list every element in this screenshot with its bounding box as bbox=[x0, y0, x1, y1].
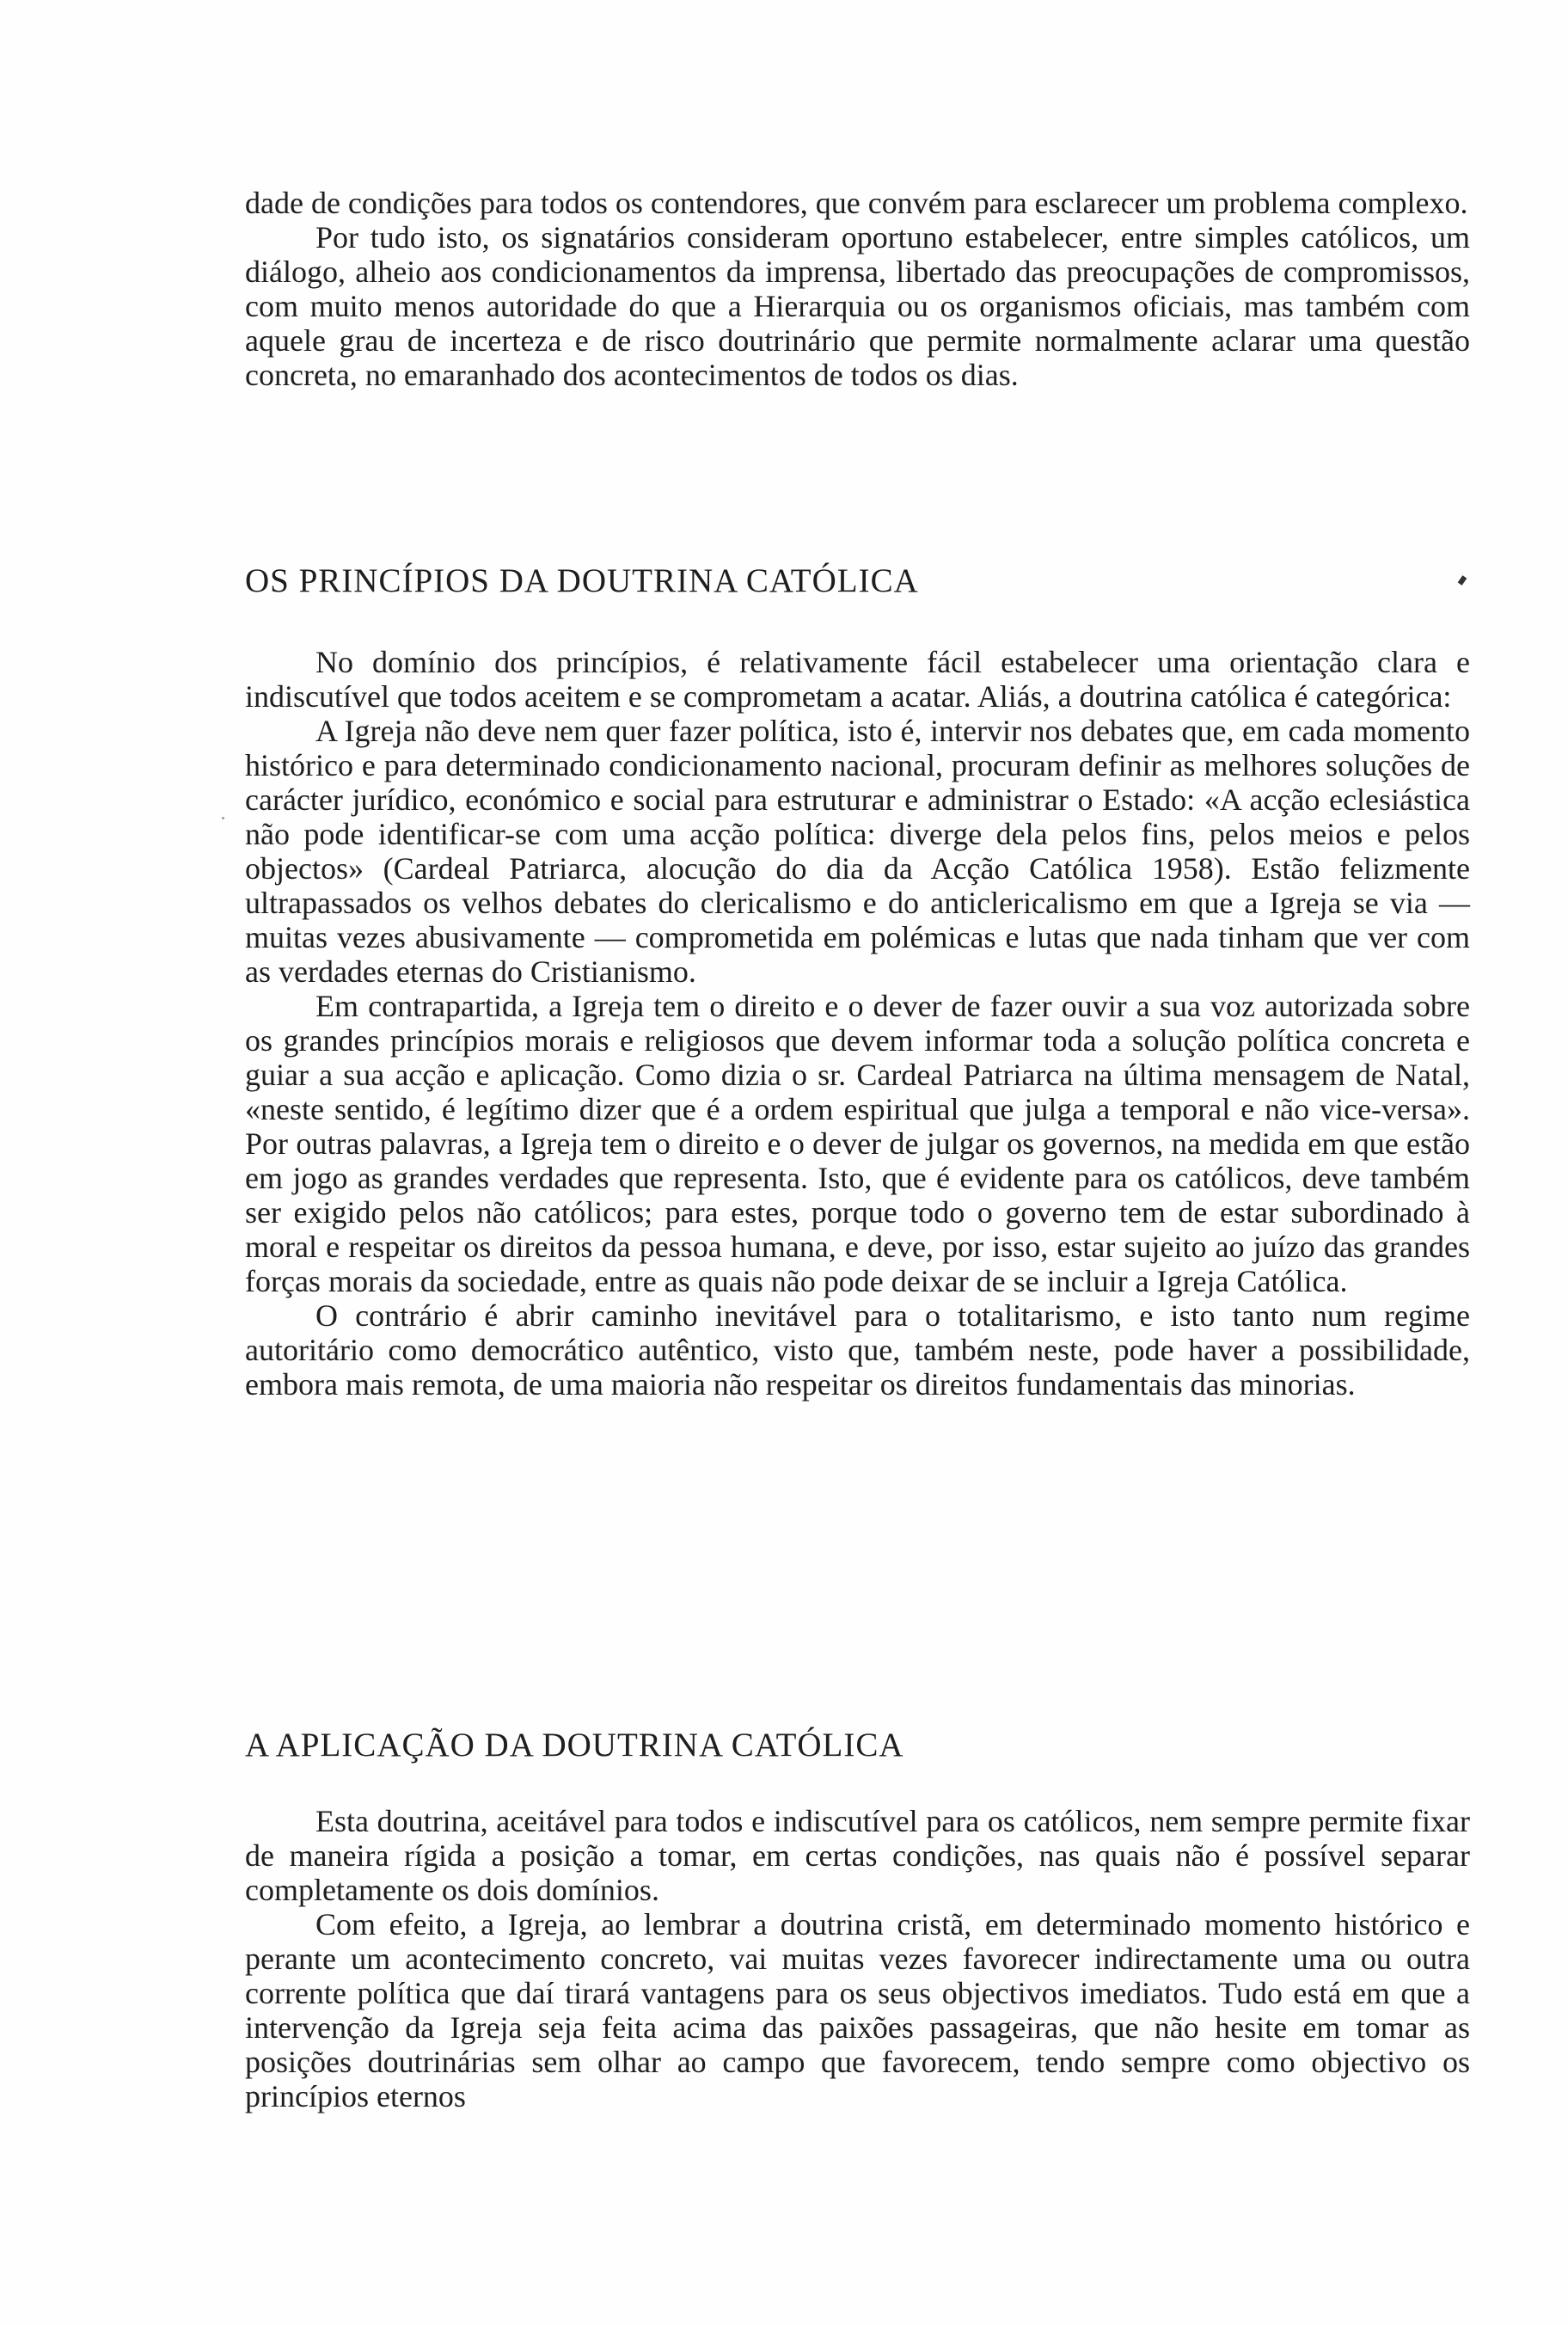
intro-paragraph-1: dade de condições para todos os contendores, que convém para esclarecer um problema complexo. bbox=[245, 186, 1468, 220]
intro-paragraph-2: Por tudo isto, os signatários consideram oportuno estabelecer, entre simples católicos, um diálogo, alheio aos condicionamentos da imprensa, libertado das preocupações de compromissos, com muito menos autoridade do que a Hierarquia ou os organismos oficiais, mas também com aquele grau de incerteza e de risco doutrinário que permite normalmente aclarar uma questão concreta, no emaranhado dos acontecimentos de todos os dias. bbox=[245, 220, 1470, 392]
stray-speck bbox=[222, 817, 224, 819]
application-text-block bbox=[245, 1804, 1470, 2113]
application-paragraph-1: Esta doutrina, aceitável para todos e indiscutível para os católicos, nem sempre permite fixar de maneira rígida a posição a tomar, em certas condições, nas quais não é possível separar completamente os dois domínios. bbox=[245, 1804, 1470, 1907]
section-heading-principles: OS PRINCÍPIOS DA DOUTRINA CATÓLICA bbox=[245, 562, 919, 599]
application-paragraph-2: Com efeito, a Igreja, ao lembrar a doutrina cristã, em determinado momento histórico e perante um acontecimento concreto, vai muitas vezes favorecer indirectamente uma ou outra corrente política que daí tirará vantagens para os seus objectivos imediatos. Tudo está em que a intervenção da Igreja seja feita acima das paixões passageiras, que não hesite em tomar as posições doutrinárias sem olhar ao campo que favorecem, tendo sempre como objectivo os princípios eternos bbox=[245, 1907, 1470, 2113]
principles-paragraph-4: O contrário é abrir caminho inevitável para o totalitarismo, e isto tanto num regime autoritário como democrático autêntico, visto que, também neste, pode haver a possibilidade, embora mais remota, de uma maioria não respeitar os direitos fundamentais das minorias. bbox=[245, 1298, 1470, 1402]
principles-paragraph-3: Em contrapartida, a Igreja tem o direito e o dever de fazer ouvir a sua voz autorizada sobre os grandes princípios morais e religiosos que devem informar toda a solução política concreta e guiar a sua acção e aplicação. Como dizia o sr. Cardeal Patriarca na última mensagem de Natal, «neste sentido, é legítimo dizer que é a ordem espiritual que julga a temporal e não vice-versa». Por outras palavras, a Igreja tem o direito e o dever de julgar os governos, na medida em que estão em jogo as grandes verdades que representa. Isto, que é evidente para os católicos, deve também ser exigido pelos não católicos; para estes, porque todo o governo tem de estar subordinado à moral e respeitar os direitos da pessoa humana, e deve, por isso, estar sujeito ao juízo das grandes forças morais da sociedade, entre as quais não pode deixar de se incluir a Igreja Católica. bbox=[245, 989, 1470, 1298]
stray-mark bbox=[1458, 575, 1467, 586]
intro-text-block bbox=[245, 186, 1470, 392]
principles-text-block bbox=[245, 645, 1470, 1402]
principles-paragraph-2: A Igreja não deve nem quer fazer política, isto é, intervir nos debates que, em cada momento histórico e para determinado condicionamento nacional, procuram definir as melhores soluções de carácter jurídico, económico e social para estruturar e administrar o Estado: «A acção eclesiástica não pode identificar-se com uma acção política: diverge dela pelos fins, pelos meios e pelos objectos» (Cardeal Patriarca, alocução do dia da Acção Católica 1958). Estão felizmente ultrapassados os velhos debates do clericalismo e do anticlericalismo em que a Igreja se via — muitas vezes abusivamente — comprometida em polémicas e lutas que nada tinham que ver com as verdades eternas do Cristianismo. bbox=[245, 714, 1470, 989]
section-heading-application: A APLICAÇÃO DA DOUTRINA CATÓLICA bbox=[245, 1727, 904, 1764]
principles-paragraph-1: No domínio dos princípios, é relativamente fácil estabelecer uma orientação clara e indiscutível que todos aceitem e se comprometam a acatar. Aliás, a doutrina católica é categórica: bbox=[245, 645, 1470, 714]
